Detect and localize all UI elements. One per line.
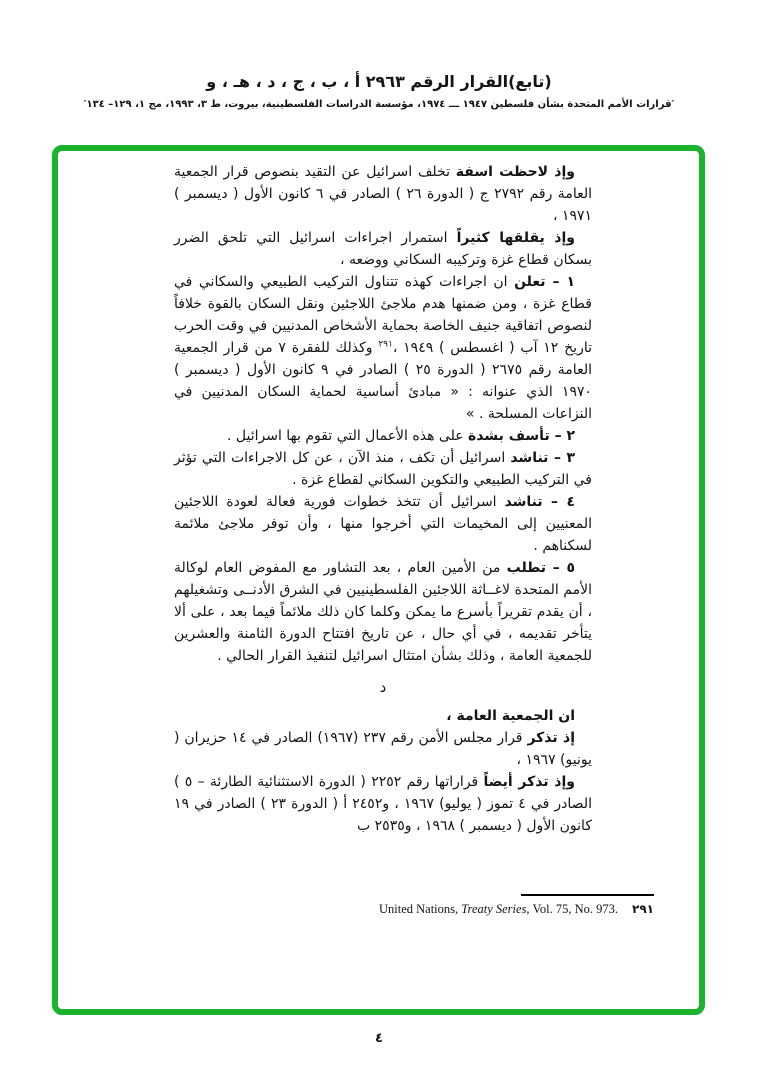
paragraph-operative-5 bbox=[174, 557, 592, 667]
footnote bbox=[274, 894, 654, 917]
paragraph-text: قرار مجلس الأمن رقم ٢٣٧ (١٩٦٧) الصادر في ١٤ حزيران ( يونيو) ١٩٦٧ ، bbox=[174, 730, 592, 768]
paragraph-text: من الأمين العام ، بعد التشاور مع المفوض العام لوكالة الأمم المتحدة لاغــاثة اللاجئين الفلسطينيين في الشرق الأدنــى وتشغيلهم ، أن يقدم تقريراً بأسرع ما يمكن وكلما كان ذلك ملائماً فيما بعد ، على ألا يتأخر تقديمه ، في أي حال ، عن تاريخ افتتاح الدورة الثامنة والعشرين للجمعية العامة ، وذلك بشأن امتثال اسرائيل لتنفيذ القرار الحالي . bbox=[174, 560, 592, 664]
paragraph-operative-2 bbox=[174, 425, 592, 447]
paragraph-number: ٢ – bbox=[549, 428, 575, 444]
resolution-title: (تابع)القرار الرقم ٢٩٦٣ أ ، ب ، ج ، د ، هـ ، و bbox=[206, 72, 552, 91]
footnote-line bbox=[274, 902, 654, 917]
paragraph-number: ٣ – bbox=[548, 450, 575, 466]
footnote-text-italic: Treaty Series, bbox=[458, 902, 530, 916]
page-header bbox=[0, 72, 758, 110]
page-number: ٤ bbox=[375, 1031, 383, 1046]
paragraph-lead: تناشد bbox=[504, 494, 543, 510]
paragraph-text: قراراتها رقم ٢٢٥٢ ( الدورة الاستثنائية الطارئة – ٥ ) الصادر في ٤ تموز ( يوليو) ١٩٦٧ ، و٢٤٥٢ أ ( الدورة ٢٣ ) الصادر في ١٩ كانون الأول ( ديسمبر ) ١٩٦٨ ، و٢٥٣٥ ب bbox=[174, 774, 592, 834]
paragraph-text: اسرائيل أن تتخذ خطوات فورية فعالة لعودة اللاجئين المعنيين إلى المخيمات التي أخرجوا منها ، وأن توفر ملاجئ ملائمة لسكناهم . bbox=[174, 494, 592, 554]
paragraph-text: استمرار اجراءات اسرائيل التي تلحق الضرر بسكان قطاع غزة وتركيبه السكاني ووضعه ، bbox=[174, 230, 592, 268]
paragraph-number: ٤ – bbox=[542, 494, 576, 510]
paragraph-recalling-1 bbox=[174, 727, 592, 771]
paragraph-lead: تطلب bbox=[506, 560, 547, 576]
paragraph-preamble-2 bbox=[174, 227, 592, 271]
paragraph-lead: تناشد bbox=[510, 450, 549, 466]
paragraph-lead: وإذ تذكر أيضاً bbox=[483, 774, 575, 790]
paragraph-number: ٥ – bbox=[546, 560, 575, 576]
paragraph-operative-1 bbox=[174, 271, 592, 425]
section-heading-dal: د bbox=[379, 678, 387, 696]
paragraph-text: اسرائيل أن تكف ، منذ الآن ، عن كل الاجراءات التي تؤثر في التركيب الطبيعي والتكوين السكاني لقطاع غزة . bbox=[174, 450, 592, 488]
footnote-text: Vol. 75, No. 973. bbox=[529, 902, 619, 916]
footnote-text: United Nations, bbox=[378, 902, 459, 916]
footnote-reference: ٢٩١ bbox=[378, 339, 393, 350]
paragraph-text: على هذه الأعمال التي تقوم بها اسرائيل . bbox=[226, 428, 469, 444]
footnote-marker: ٢٩١ bbox=[632, 902, 654, 916]
paragraph-number: ١ – bbox=[545, 274, 575, 290]
paragraph-lead: إذ تذكر bbox=[527, 730, 575, 746]
paragraph-operative-4 bbox=[174, 491, 592, 557]
paragraph-operative-3 bbox=[174, 447, 592, 491]
source-citation: ′قرارات الأمم المتحدة بشأن فلسطين ١٩٤٧ ـــ ١٩٧٤، مؤسسة الدراسات الفلسطينية، بيروت، ط ٣، ١٩٩٣، مج ١، ١٢٩– ١٣٤′ bbox=[83, 99, 675, 110]
paragraph-text: تخلف اسرائيل عن التقيد بنصوص قرار الجمعية العامة رقم ٢٧٩٢ ج ( الدورة ٢٦ ) الصادر في ٦ كانون الأول ( ديسمبر ) ١٩٧١ ، bbox=[174, 164, 592, 224]
paragraph-lead: تأسف بشدة bbox=[468, 428, 550, 444]
paragraph-preamble-1 bbox=[174, 161, 592, 227]
paragraph-text: وكذلك للفقرة ٧ من قرار الجمعية العامة رقم ٢٦٧٥ ( الدورة ٢٥ ) الصادر في ٩ كانون الأول ( ديسمبر ) ١٩٧٠ الذي عنوانه : « مبادئ أساسية لحماية السكان المدنيين في النزاعات المسلحة . » bbox=[174, 340, 592, 422]
paragraph-lead: ان الجمعية العامة ، bbox=[446, 708, 575, 724]
paragraph-recalling-2 bbox=[174, 771, 592, 837]
paragraph-lead: وإذ يقلقها كثيراً bbox=[456, 230, 575, 246]
paragraph-assembly-opening bbox=[174, 705, 592, 727]
paragraph-lead: تعلن bbox=[514, 274, 546, 290]
paragraph-text: ان اجراءات كهذه تتناول التركيب الطبيعي والسكاني في قطاع غزة ، ومن ضمنها هدم ملاجئ اللاجئين ونقل السكان بالقوة خلافاً لنصوص اتفاقية جنيف الخاصة بحماية الأشخاص المدنيين في وقت الحرب تاريخ ١٢ آب ( اغسطس ) ١٩٤٩ ، bbox=[174, 274, 592, 356]
footnote-separator bbox=[521, 894, 654, 896]
paragraph-lead: وإذ لاحظت اسفة bbox=[455, 164, 575, 180]
resolution-body bbox=[174, 161, 592, 837]
